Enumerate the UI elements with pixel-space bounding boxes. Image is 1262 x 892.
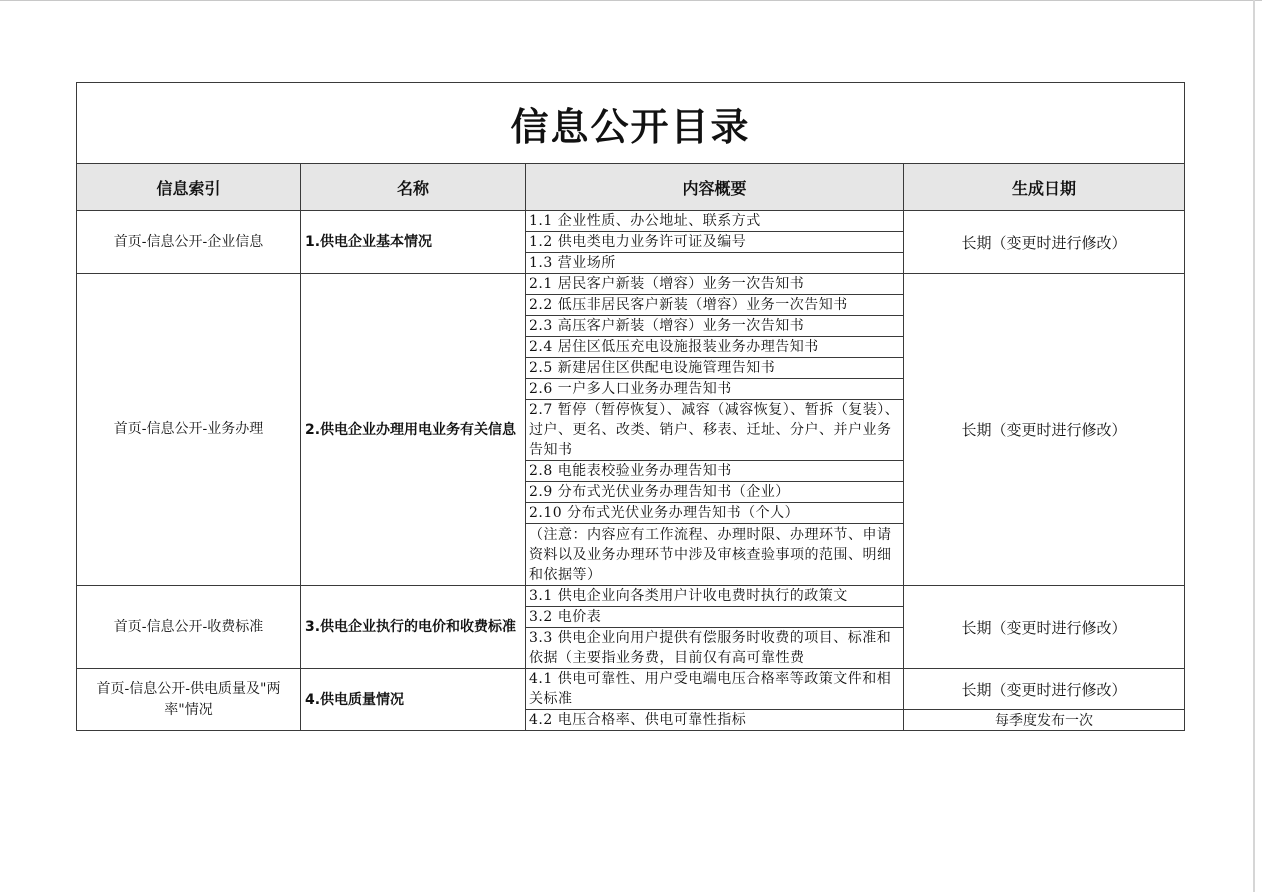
header-name: 名称 [301,164,526,211]
page-edge-right [1253,0,1255,892]
summary-item: 2.7 暂停（暂停恢复）、减容（减容恢复）、暂拆（复装）、过户、更名、改类、销户、移表、迁址、分户、并户业务告知书 [526,400,904,461]
header-index: 信息索引 [77,164,301,211]
section-name: 2.供电企业办理用电业务有关信息 [301,274,526,586]
section-index: 首页-信息公开-企业信息 [77,211,301,274]
summary-item: 2.9 分布式光伏业务办理告知书（企业） [526,482,904,503]
summary-item: 2.3 高压客户新装（增容）业务一次告知书 [526,316,904,337]
section-index: 首页-信息公开-业务办理 [77,274,301,586]
catalog-table [76,82,1185,731]
summary-item: 4.1 供电可靠性、用户受电端电压合格率等政策文件和相关标准 [526,669,904,710]
summary-item: 2.1 居民客户新装（增容）业务一次告知书 [526,274,904,295]
summary-item: 3.2 电价表 [526,607,904,628]
section-index: 首页-信息公开-供电质量及"两率"情况 [77,669,301,731]
summary-item: 2.5 新建居住区供配电设施管理告知书 [526,358,904,379]
section-date: 每季度发布一次 [904,710,1185,731]
summary-item: 2.10 分布式光伏业务办理告知书（个人） [526,503,904,524]
section-name: 3.供电企业执行的电价和收费标准 [301,586,526,669]
section-name: 1.供电企业基本情况 [301,211,526,274]
section-date: 长期（变更时进行修改） [904,669,1185,710]
section-index: 首页-信息公开-收费标准 [77,586,301,669]
summary-note: （注意：内容应有工作流程、办理时限、办理环节、申请资料以及业务办理环节中涉及审核查验事项的范围、明细和依据等） [526,524,904,586]
section-date: 长期（变更时进行修改） [904,274,1185,586]
summary-item: 3.1 供电企业向各类用户计收电费时执行的政策文 [526,586,904,607]
page-title: 信息公开目录 [510,103,751,149]
summary-item: 3.3 供电企业向用户提供有偿服务时收费的项目、标准和依据（主要指业务费，目前仅有高可靠性费 [526,628,904,669]
title-cell [77,83,1185,164]
page-edge [0,0,1262,1]
section-name: 4.供电质量情况 [301,669,526,731]
summary-item: 1.2 供电类电力业务许可证及编号 [526,232,904,253]
summary-item: 2.8 电能表校验业务办理告知书 [526,461,904,482]
header-date: 生成日期 [904,164,1185,211]
summary-item: 2.6 一户多人口业务办理告知书 [526,379,904,400]
section-date: 长期（变更时进行修改） [904,586,1185,669]
section-date: 长期（变更时进行修改） [904,211,1185,274]
summary-item: 2.4 居住区低压充电设施报装业务办理告知书 [526,337,904,358]
summary-item: 1.1 企业性质、办公地址、联系方式 [526,211,904,232]
summary-item: 4.2 电压合格率、供电可靠性指标 [526,710,904,731]
summary-item: 2.2 低压非居民客户新装（增容）业务一次告知书 [526,295,904,316]
summary-item: 1.3 营业场所 [526,253,904,274]
header-summary: 内容概要 [526,164,904,211]
